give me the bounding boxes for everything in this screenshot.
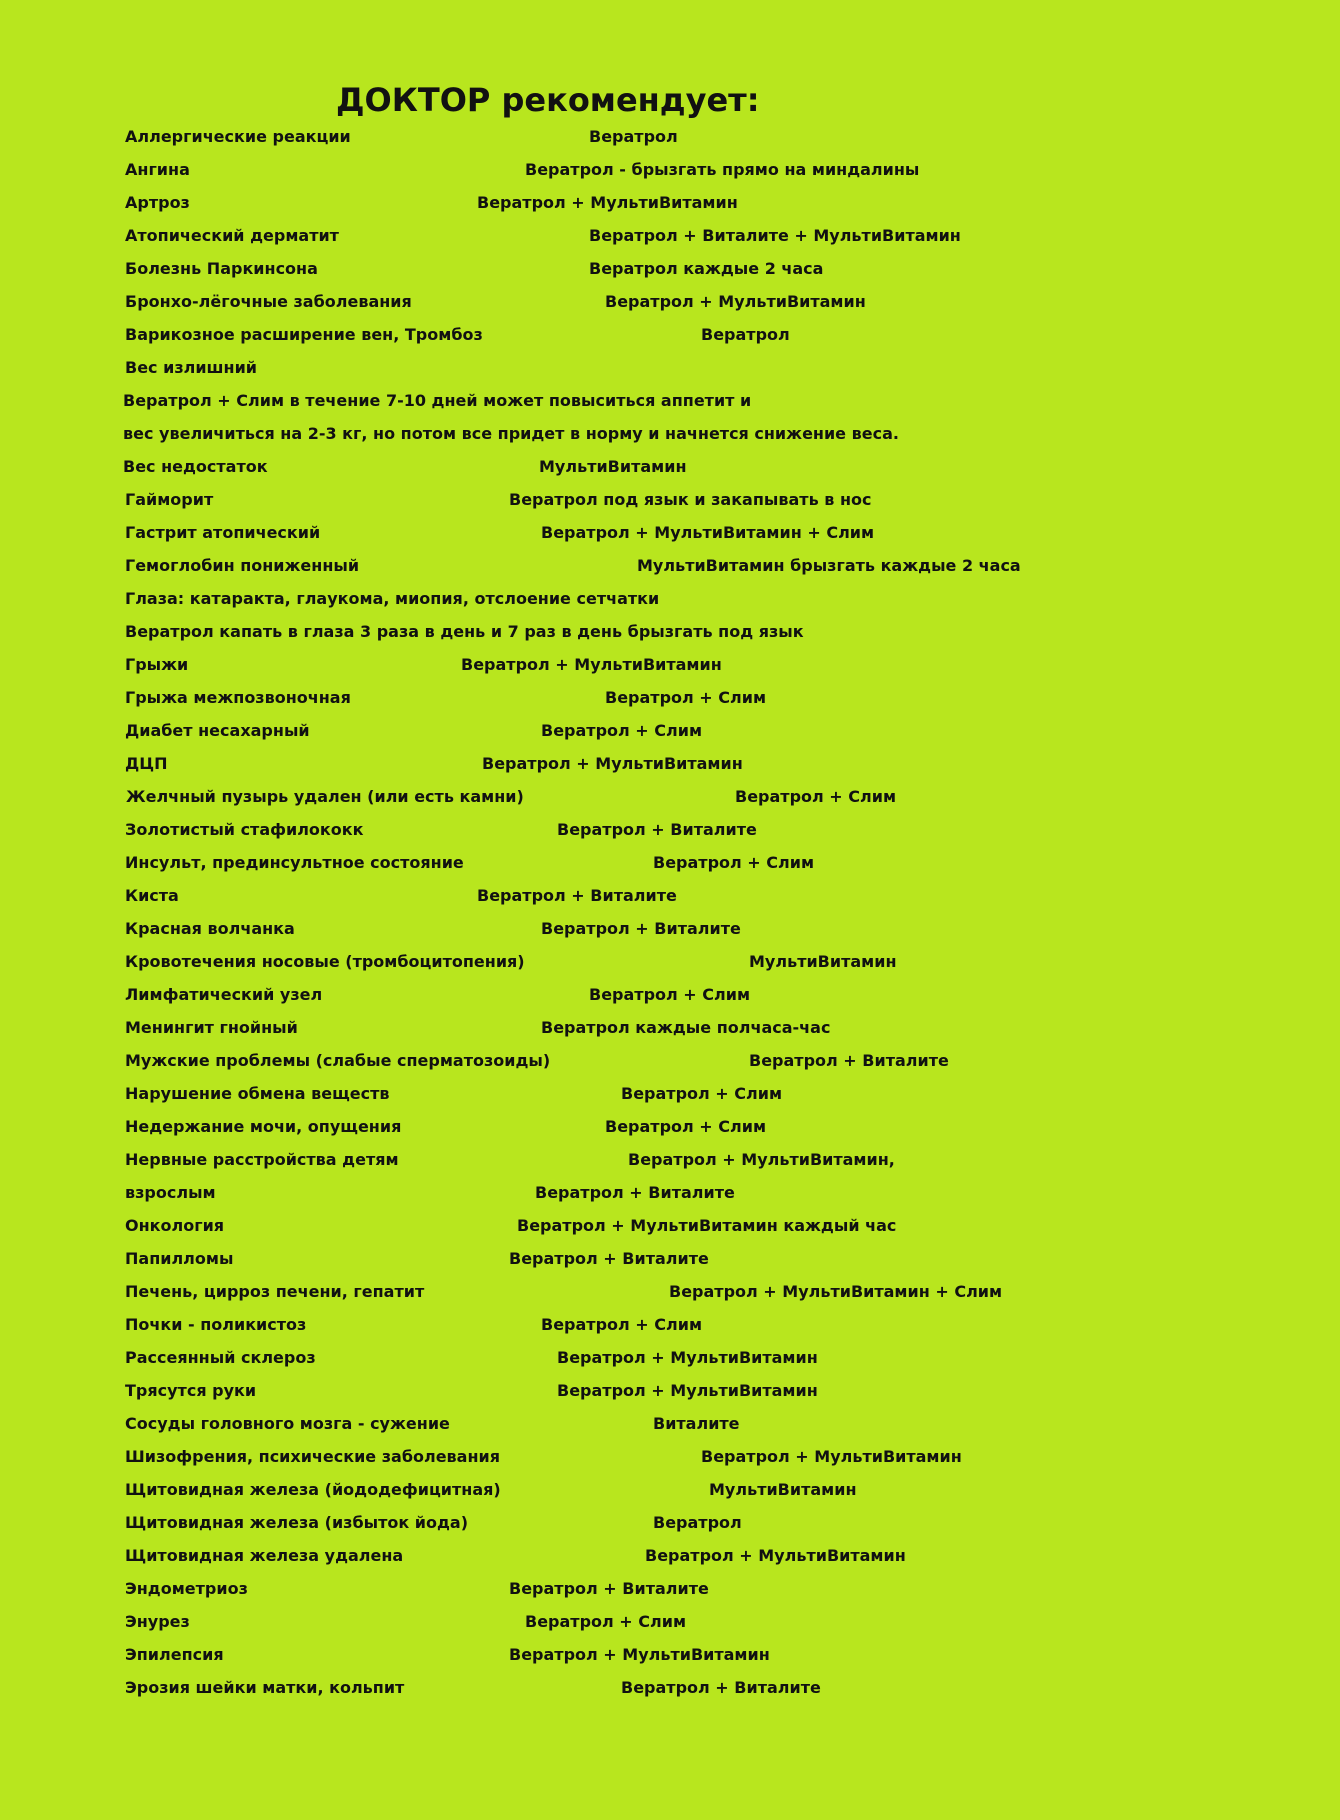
list-item: [0, 516, 1340, 549]
condition-label: Эпилепсия: [125, 1645, 224, 1664]
recommendation-text: Вератрол + МультиВитамин: [482, 754, 743, 773]
list-item: [0, 318, 1340, 351]
list-item: [0, 1308, 1340, 1341]
list-item: [0, 879, 1340, 912]
recommendation-text: Вератрол - брызгать прямо на миндалины: [525, 160, 920, 179]
recommendation-text: МультиВитамин: [539, 457, 687, 476]
condition-label: Киста: [125, 886, 179, 905]
recommendation-text: Вератрол: [589, 127, 678, 146]
recommendation-text: Вератрол каждые полчаса-час: [541, 1018, 831, 1037]
list-item: [0, 945, 1340, 978]
list-item: [0, 1341, 1340, 1374]
recommendation-text: Вератрол + МультиВитамин,: [628, 1150, 895, 1169]
list-item: [0, 186, 1340, 219]
list-item: [0, 549, 1340, 582]
recommendation-text: Вератрол + МультиВитамин + Слим: [541, 523, 875, 542]
condition-label: Ангина: [125, 160, 190, 179]
recommendation-text: Вератрол + МультиВитамин: [701, 1447, 962, 1466]
list-item: [0, 1209, 1340, 1242]
recommendation-text: Вератрол: [701, 325, 790, 344]
list-item: [0, 1077, 1340, 1110]
recommendation-text: Вератрол + Виталите + МультиВитамин: [589, 226, 961, 245]
list-item: [0, 450, 1340, 483]
condition-label: Нервные расстройства детям: [125, 1150, 399, 1169]
condition-label: Бронхо-лёгочные заболевания: [125, 292, 412, 311]
list-item: [0, 384, 1340, 417]
condition-label: Щитовидная железа удалена: [125, 1546, 404, 1565]
recommendation-text: Вератрол + МультиВитамин: [645, 1546, 906, 1565]
list-item: [0, 153, 1340, 186]
list-item: [0, 483, 1340, 516]
recommendation-text: Вератрол + Виталите: [557, 820, 757, 839]
list-item: [0, 846, 1340, 879]
recommendation-text: Вератрол + МультиВитамин: [605, 292, 866, 311]
recommendation-text: Вератрол под язык и закапывать в нос: [509, 490, 872, 509]
condition-label: Эрозия шейки матки, кольпит: [125, 1678, 405, 1697]
list-item: [0, 1011, 1340, 1044]
recommendation-text: МультиВитамин брызгать каждые 2 часа: [637, 556, 1021, 575]
recommendation-text: Вератрол: [653, 1513, 742, 1532]
recommendation-text: Вератрол + Виталите: [509, 1579, 709, 1598]
condition-label: Грыжи: [125, 655, 189, 674]
list-item: [0, 219, 1340, 252]
condition-label: Папилломы: [125, 1249, 234, 1268]
condition-label: взрослым: [125, 1183, 216, 1202]
condition-label: Аллергические реакции: [125, 127, 351, 146]
condition-label: Онкология: [125, 1216, 225, 1235]
condition-label: Глаза: катаракта, глаукома, миопия, отслоение сетчатки: [125, 589, 660, 608]
recommendation-text: Вератрол + Виталите: [477, 886, 677, 905]
list-item: [0, 978, 1340, 1011]
condition-label: Менингит гнойный: [125, 1018, 298, 1037]
list-item: [0, 1440, 1340, 1473]
condition-label: Недержание мочи, опущения: [125, 1117, 402, 1136]
recommendation-list: [0, 120, 1340, 1704]
list-item: [0, 417, 1340, 450]
recommendation-text: Вератрол + МультиВитамин: [477, 193, 738, 212]
recommendation-text: Вератрол + Слим: [621, 1084, 783, 1103]
condition-label: Печень, цирроз печени, гепатит: [125, 1282, 425, 1301]
condition-label: Вератрол капать в глаза 3 раза в день и 7 раз в день брызгать под язык: [125, 622, 804, 641]
list-item: [0, 1242, 1340, 1275]
condition-label: Атопический дерматит: [125, 226, 339, 245]
condition-label: Щитовидная железа (избыток йода): [125, 1513, 469, 1532]
condition-label: Красная волчанка: [125, 919, 295, 938]
recommendation-text: Вератрол + Виталите: [541, 919, 741, 938]
list-item: [0, 813, 1340, 846]
condition-label: вес увеличиться на 2-3 кг, но потом все придет в норму и начнется снижение веса.: [123, 424, 899, 443]
condition-label: Грыжа межпозвоночная: [125, 688, 351, 707]
list-item: [0, 1374, 1340, 1407]
recommendation-text: Вератрол + Слим: [605, 688, 767, 707]
recommendation-text: Вератрол + МультиВитамин каждый час: [517, 1216, 897, 1235]
list-item: [0, 714, 1340, 747]
list-item: [0, 1638, 1340, 1671]
condition-label: Мужские проблемы (слабые сперматозоиды): [125, 1051, 551, 1070]
condition-label: Вератрол + Слим в течение 7-10 дней может повыситься аппетит и: [123, 391, 752, 410]
list-item: [0, 615, 1340, 648]
condition-label: Золотистый стафилококк: [125, 820, 364, 839]
list-item: [0, 1110, 1340, 1143]
list-item: [0, 582, 1340, 615]
condition-label: Шизофрения, психические заболевания: [125, 1447, 501, 1466]
condition-label: Вес излишний: [125, 358, 258, 377]
recommendation-text: Вератрол + Виталите: [749, 1051, 949, 1070]
condition-label: Гемоглобин пониженный: [125, 556, 360, 575]
recommendation-text: Вератрол + МультиВитамин: [461, 655, 722, 674]
list-item: [0, 1671, 1340, 1704]
list-item: [0, 1407, 1340, 1440]
condition-label: Артроз: [125, 193, 190, 212]
list-item: [0, 1605, 1340, 1638]
condition-label: Диабет несахарный: [125, 721, 310, 740]
condition-label: Щитовидная железа (йододефицитная): [125, 1480, 501, 1499]
recommendation-text: МультиВитамин: [709, 1480, 857, 1499]
recommendation-text: Вератрол + МультиВитамин + Слим: [669, 1282, 1003, 1301]
condition-label: Рассеянный склероз: [125, 1348, 316, 1367]
recommendation-text: МультиВитамин: [749, 952, 897, 971]
condition-label: Инсульт, прединсультное состояние: [125, 853, 464, 872]
condition-label: Кровотечения носовые (тромбоцитопения): [125, 952, 525, 971]
list-item: [0, 681, 1340, 714]
list-item: [0, 747, 1340, 780]
list-item: [0, 351, 1340, 384]
recommendation-text: Вератрол + Слим: [589, 985, 751, 1004]
list-item: [0, 648, 1340, 681]
recommendation-text: Виталите: [653, 1414, 740, 1433]
condition-label: Гайморит: [125, 490, 214, 509]
list-item: [0, 285, 1340, 318]
recommendation-text: Вератрол + Слим: [525, 1612, 687, 1631]
recommendation-text: Вератрол каждые 2 часа: [589, 259, 824, 278]
condition-label: Болезнь Паркинсона: [125, 259, 318, 278]
condition-label: Нарушение обмена веществ: [125, 1084, 390, 1103]
recommendation-text: Вератрол + Виталите: [621, 1678, 821, 1697]
list-item: [0, 912, 1340, 945]
recommendation-text: Вератрол + МультиВитамин: [557, 1381, 818, 1400]
recommendation-text: Вератрол + Виталите: [535, 1183, 735, 1202]
list-item: [0, 1176, 1340, 1209]
condition-label: Лимфатический узел: [125, 985, 323, 1004]
recommendation-text: Вератрол + Слим: [653, 853, 815, 872]
condition-label: Желчный пузырь удален (или есть камни): [126, 787, 524, 806]
condition-label: Почки - поликистоз: [125, 1315, 307, 1334]
condition-label: ДЦП: [125, 754, 168, 773]
list-item: [0, 1044, 1340, 1077]
list-item: [0, 1473, 1340, 1506]
recommendation-text: Вератрол + Слим: [541, 1315, 703, 1334]
condition-label: Энурез: [125, 1612, 190, 1631]
list-item: [0, 1572, 1340, 1605]
list-item: [0, 780, 1340, 813]
page-title: ДОКТОР рекомендует:: [336, 81, 760, 119]
list-item: [0, 1275, 1340, 1308]
list-item: [0, 1143, 1340, 1176]
condition-label: Варикозное расширение вен, Тромбоз: [125, 325, 483, 344]
condition-label: Трясутся руки: [125, 1381, 257, 1400]
list-item: [0, 1539, 1340, 1572]
recommendation-text: Вератрол + Виталите: [509, 1249, 709, 1268]
condition-label: Эндометриоз: [125, 1579, 248, 1598]
list-item: [0, 252, 1340, 285]
condition-label: Гастрит атопический: [125, 523, 321, 542]
list-item: [0, 1506, 1340, 1539]
recommendation-text: Вератрол + Слим: [605, 1117, 767, 1136]
recommendation-text: Вератрол + Слим: [541, 721, 703, 740]
recommendation-text: Вератрол + МультиВитамин: [557, 1348, 818, 1367]
recommendation-text: Вератрол + МультиВитамин: [509, 1645, 770, 1664]
condition-label: Вес недостаток: [123, 457, 268, 476]
recommendation-text: Вератрол + Слим: [735, 787, 897, 806]
list-item: [0, 120, 1340, 153]
condition-label: Сосуды головного мозга - сужение: [125, 1414, 450, 1433]
